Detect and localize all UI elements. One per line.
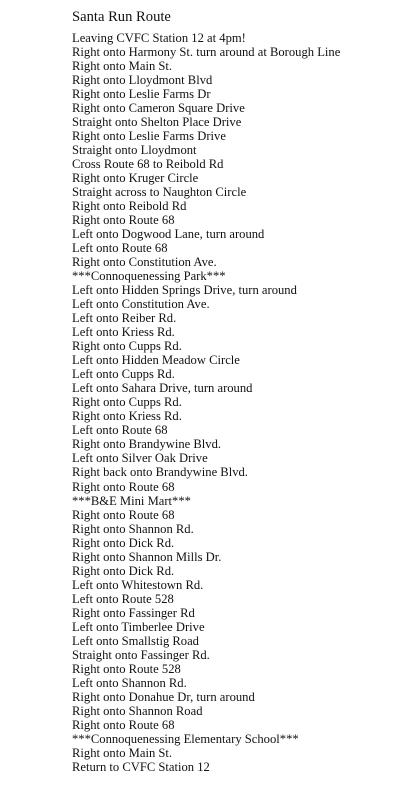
route-step: Left onto Whitestown Rd. bbox=[72, 577, 204, 592]
route-directions-list bbox=[72, 31, 340, 774]
route-step: Left onto Route 68 bbox=[72, 423, 168, 438]
route-step: Right onto Kruger Circle bbox=[72, 171, 199, 186]
route-step: Left onto Timberlee Drive bbox=[72, 619, 205, 634]
route-step: Right onto Route 68 bbox=[72, 717, 175, 732]
route-step: Right onto Brandywine Blvd. bbox=[72, 437, 222, 452]
route-step: Left onto Route 68 bbox=[72, 241, 168, 256]
route-step: ***Connoquenessing Elementary School*** bbox=[72, 731, 299, 746]
route-step: Right onto Cameron Square Drive bbox=[72, 101, 245, 116]
route-step: Left onto Kriess Rd. bbox=[72, 325, 175, 340]
route-step: Right onto Reibold Rd bbox=[72, 199, 187, 214]
route-step: Right onto Dick Rd. bbox=[72, 563, 175, 578]
route-step: Left onto Route 528 bbox=[72, 591, 174, 606]
route-step: Right back onto Brandywine Blvd. bbox=[72, 465, 248, 480]
route-step: Left onto Constitution Ave. bbox=[72, 297, 210, 312]
route-step: Right onto Harmony St. turn around at Borough Line bbox=[72, 45, 341, 60]
route-step: Left onto Sahara Drive, turn around bbox=[72, 381, 253, 396]
route-step: Right onto Cupps Rd. bbox=[72, 339, 182, 354]
route-step: Left onto Cupps Rd. bbox=[72, 367, 175, 382]
route-step: ***B&E Mini Mart*** bbox=[72, 493, 191, 508]
route-step: Right onto Route 68 bbox=[72, 479, 175, 494]
route-step: Straight onto Lloydmont bbox=[72, 143, 197, 158]
route-step: Right onto Lloydmont Blvd bbox=[72, 73, 213, 88]
route-step: Left onto Silver Oak Drive bbox=[72, 451, 208, 466]
route-step: Left onto Dogwood Lane, turn around bbox=[72, 227, 265, 242]
route-step: Right onto Dick Rd. bbox=[72, 535, 175, 550]
route-step: Right onto Cupps Rd. bbox=[72, 395, 182, 410]
route-step: Right onto Donahue Dr, turn around bbox=[72, 689, 255, 704]
route-step: Straight onto Shelton Place Drive bbox=[72, 115, 242, 130]
route-step: Right onto Main St. bbox=[72, 745, 173, 760]
route-step: Left onto Reiber Rd. bbox=[72, 311, 177, 326]
route-step: Right onto Constitution Ave. bbox=[72, 255, 217, 270]
route-step: Right onto Shannon Mills Dr. bbox=[72, 549, 222, 564]
route-step: Return to CVFC Station 12 bbox=[72, 759, 210, 774]
route-step: Right onto Route 68 bbox=[72, 213, 175, 228]
route-step: Left onto Hidden Meadow Circle bbox=[72, 353, 240, 368]
route-step: ***Connoquenessing Park*** bbox=[72, 269, 226, 284]
route-step: Right onto Kriess Rd. bbox=[72, 409, 182, 424]
route-step: Cross Route 68 to Reibold Rd bbox=[72, 157, 224, 172]
route-step: Right onto Main St. bbox=[72, 59, 173, 74]
route-step: Leaving CVFC Station 12 at 4pm! bbox=[72, 31, 246, 45]
route-step: Left onto Smallstig Road bbox=[72, 633, 199, 648]
route-step: Right onto Leslie Farms Dr bbox=[72, 87, 211, 102]
route-step: Right onto Fassinger Rd bbox=[72, 605, 195, 620]
route-step: Right onto Route 68 bbox=[72, 507, 175, 522]
route-step: Right onto Shannon Road bbox=[72, 703, 203, 718]
route-step: Right onto Leslie Farms Drive bbox=[72, 129, 226, 144]
route-step: Straight onto Fassinger Rd. bbox=[72, 647, 210, 662]
route-step: Left onto Hidden Springs Drive, turn around bbox=[72, 283, 297, 298]
document-title: Santa Run Route bbox=[72, 9, 171, 25]
route-step: Right onto Shannon Rd. bbox=[72, 521, 194, 536]
route-step: Left onto Shannon Rd. bbox=[72, 675, 187, 690]
route-step: Straight across to Naughton Circle bbox=[72, 185, 247, 200]
route-step: Right onto Route 528 bbox=[72, 661, 181, 676]
